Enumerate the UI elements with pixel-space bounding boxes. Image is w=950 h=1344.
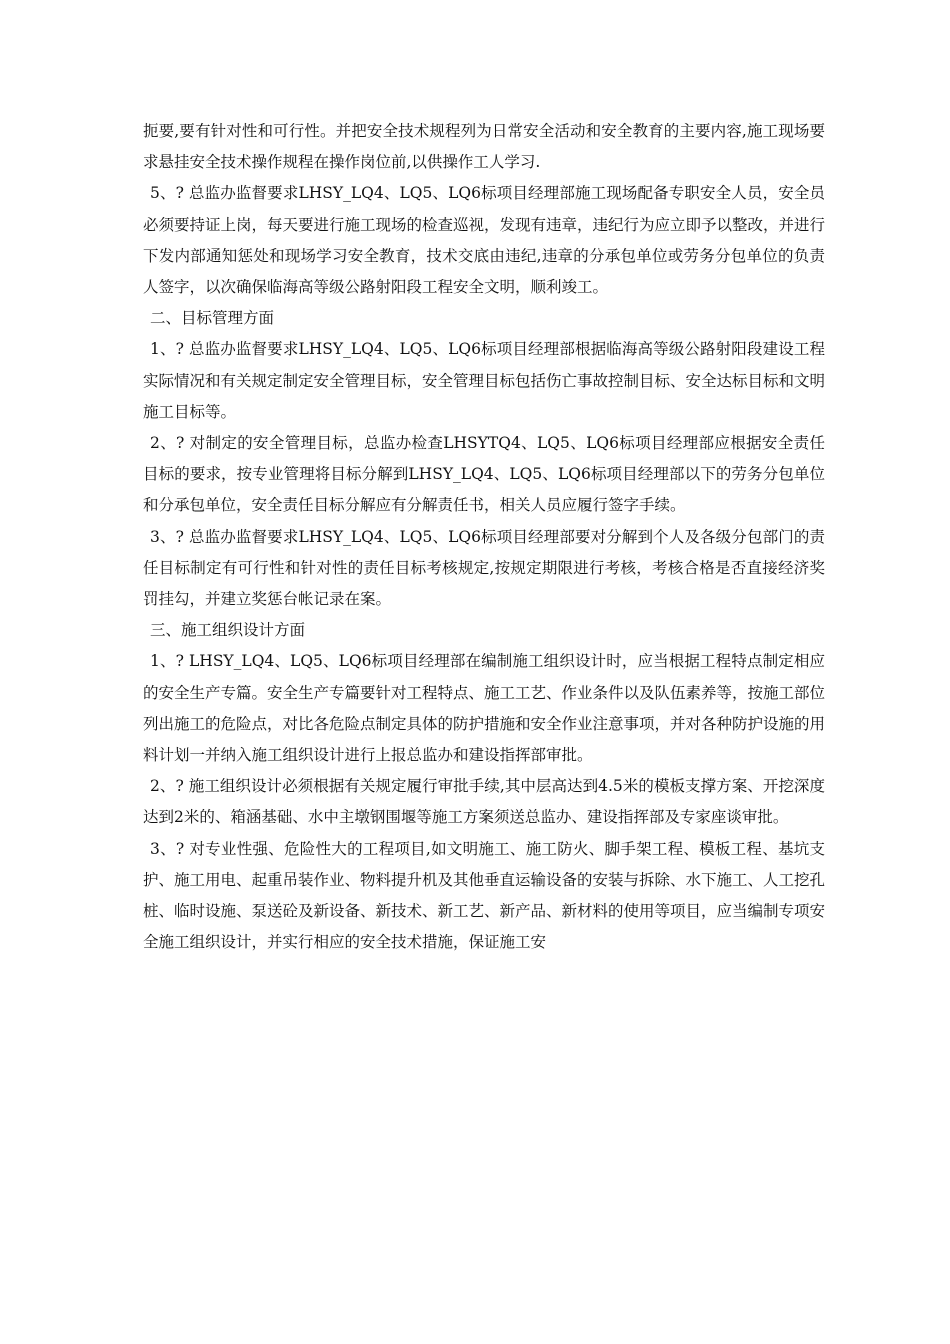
paragraph-continuation: 扼要,要有针对性和可行性。并把安全技术规程列为日常安全活动和安全教育的主要内容,施工现场要求悬挂安全技术操作规程在操作岗位前,以供操作工人学习. xyxy=(143,122,825,172)
paragraph-item-5: 5、? 总监办监督要求LHSY_LQ4、LQ5、LQ6标项目经理部施工现场配备专职安全人员，安全员必须要持证上岗，每天要进行施工现场的检查巡视，发现有违章，违纪行为应立即予以整改，并进行下发内部通知惩处和现场学习安全教育，技术交底由违纪,违章的分承包单位或劳务分包单位的负责人签字，以次确保临海高等级公路射阳段工程安全文明，顺利竣工。 xyxy=(143,184,826,297)
paragraph-item-3: 3、? 对专业性强、危险性大的工程项目,如文明施工、施工防火、脚手架工程、模板工程、基坑支护、施工用电、起重吊装作业、物料提升机及其他垂直运输设备的安装与拆除、水下施工、人工挖孔桩、临时设施、泵送砼及新设备、新技术、新工艺、新产品、新材料的使用等项目，应当编制专项安全施工组织设计，并实行相应的安全技术措施，保证施工安 xyxy=(143,839,826,952)
paragraph-item-3: 3、? 总监办监督要求LHSY_LQ4、LQ5、LQ6标项目经理部要对分解到个人及各级分包部门的责任目标制定有可行性和针对性的责任目标考核规定,按规定期限进行考核，考核合格是否直接经济奖罚挂勾，并建立奖惩台帐记录在案。 xyxy=(143,527,825,609)
paragraph-item-1: 1、? 总监办监督要求LHSY_LQ4、LQ5、LQ6标项目经理部根据临海高等级公路射阳段建设工程实际情况和有关规定制定安全管理目标，安全管理目标包括伤亡事故控制目标、安全达标目标和文明施工目标等。 xyxy=(143,340,826,421)
section-heading-target-management: 二、目标管理方面 xyxy=(150,309,275,328)
paragraph-item-2: 2、? 施工组织设计必须根据有关规定履行审批手续,其中层高达到4.5米的模板支撑方案、开挖深度达到2米的、箱涵基础、水中主墩钢围堰等施工方案须送总监办、建设指挥部及专家座谈审批。 xyxy=(143,777,825,827)
document-body xyxy=(143,116,825,958)
paragraph-item-1: 1、? LHSY_LQ4、LQ5、LQ6标项目经理部在编制施工组织设计时，应当根据工程特点制定相应的安全生产专篇。安全生产专篇要针对工程特点、施工工艺、作业条件以及队伍素养等，按施工部位列出施工的危险点，对比各危险点制定具体的防护措施和安全作业注意事项，并对各种防护设施的用料计划一并纳入施工组织设计进行上报总监办和建设指挥部审批。 xyxy=(143,652,826,765)
paragraph-item-2: 2、? 对制定的安全管理目标，总监办检查LHSYTQ4、LQ5、LQ6标项目经理部应根据安全责任目标的要求，按专业管理将目标分解到LHSY_LQ4、LQ5、LQ6标项目经理部以下的劳务分包单位和分承包单位，安全责任目标分解应有分解责任书，相关人员应履行签字手续。 xyxy=(143,434,825,515)
section-heading-construction-design: 三、施工组织设计方面 xyxy=(150,621,306,640)
